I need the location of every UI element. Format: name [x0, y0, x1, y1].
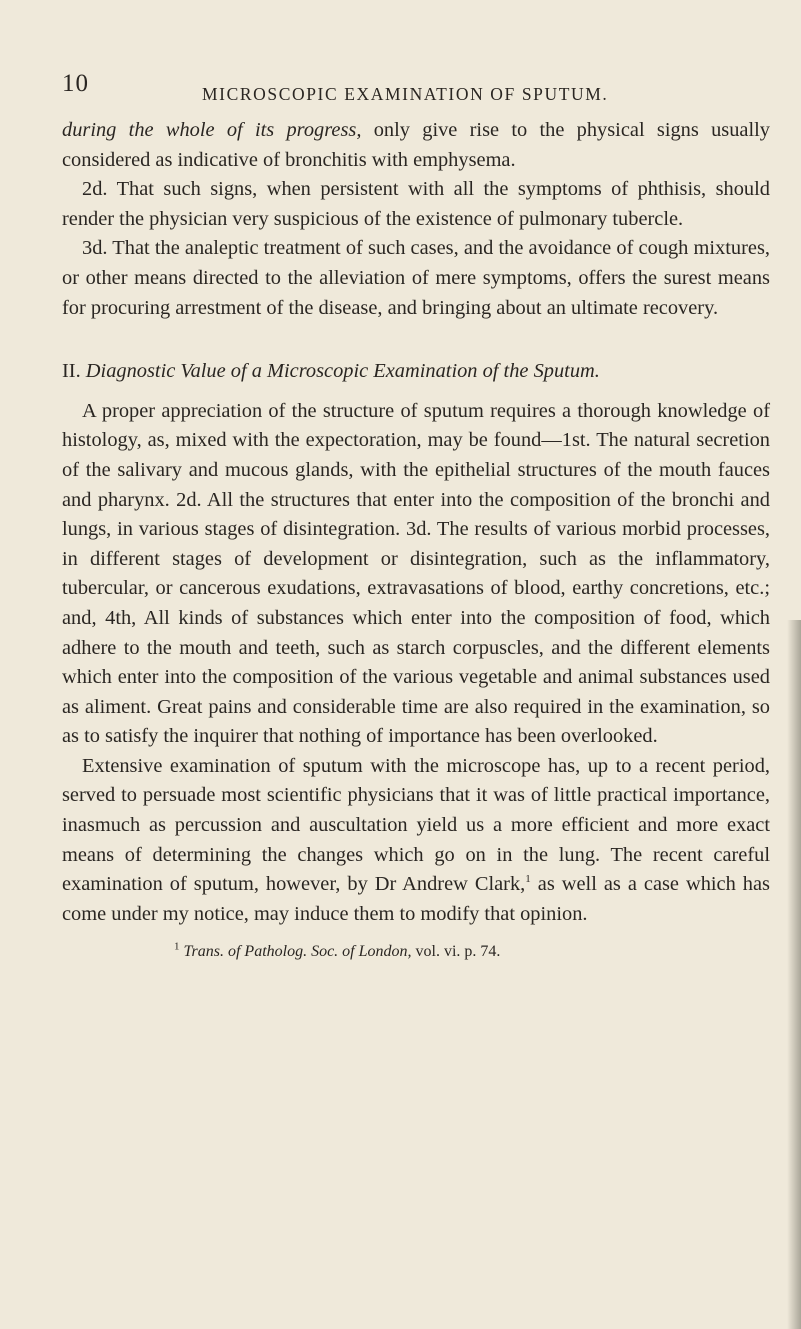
section-heading: [62, 357, 770, 387]
paragraph-point-2-text: 2d. That such signs, when persistent with all the symptoms of phthisis, should render the physician very suspicious of the existence of pulmonary tubercle.: [62, 178, 770, 230]
paragraph-extensive: [62, 752, 770, 930]
footnote-citation: vol. vi. p. 74.: [411, 943, 501, 961]
page-number: 10: [62, 70, 89, 97]
paragraph-appreciation-text: A proper appreciation of the structure of sputum requires a thorough knowledge of histology, as, mixed with the expectoration, may be found—1st. The natural secretion of the salivary and mucous glands, with the epithelial structures of the mouth fauces and pharynx. 2d. All the structures that enter into the composition of the bronchi and lungs, in various stages of disintegration. 3d. The results of various morbid processes, in different stages of development or disintegration, such as the inflammatory, tubercular, or cancerous exudations, extravasations of blood, earthy concretions, etc.; and, 4th, All kinds of substances which enter into the composition of food, which adhere to the mouth and teeth, such as starch corpuscles, and the different elements which enter into the composition of the various vegetable and animal substances used as aliment. Great pains and considerable time are also required in the examination, so as to satisfy the inquirer that nothing of importance has been overlooked.: [62, 399, 770, 748]
footnote: [62, 941, 770, 963]
running-head: MICROSCOPIC EXAMINATION OF SPUTUM.: [202, 84, 609, 104]
section-numeral: II.: [62, 360, 81, 383]
page-edge-shadow: [787, 620, 801, 1329]
footnote-source: Trans. of Patholog. Soc. of London,: [183, 943, 412, 961]
page-header: [62, 62, 770, 108]
footnote-marker: 1: [174, 941, 180, 954]
paragraph-point-3: [62, 234, 770, 323]
paragraph-appreciation: [62, 397, 770, 752]
paragraph-extensive-text: Extensive examination of sputum with the microscope has, up to a recent period, served to persuade most scientific physicians that it was of little practical importance, inasmuch as percussion and auscultation yield us a more efficient and more exact means of determining the changes which go on in the lung. The recent careful examination of sputum, however, by Dr Andrew Clark,: [62, 754, 770, 896]
italic-lead: during the whole of its progress,: [62, 119, 362, 141]
paragraph-continued: [62, 116, 770, 175]
paragraph-point-3-text: 3d. That the analeptic treatment of such cases, and the avoidance of cough mixtures, or other means directed to the alleviation of mere symptoms, offers the surest means for procuring arrestment of the disease, and bringing about an ultimate recovery.: [62, 237, 770, 319]
section-title: Diagnostic Value of a Microscopic Examination of the Sputum.: [85, 360, 600, 383]
paragraph-continued-text: only give rise to the physical signs usually considered as indicative of bronchitis with emphysema.: [62, 119, 770, 171]
footnote-reference: 1: [525, 873, 531, 886]
paragraph-point-2: [62, 175, 770, 234]
paragraph-extensive-text-end: as well as a case which has come under my notice, may induce them to modify that opinion.: [62, 873, 770, 925]
book-page: [62, 62, 770, 963]
